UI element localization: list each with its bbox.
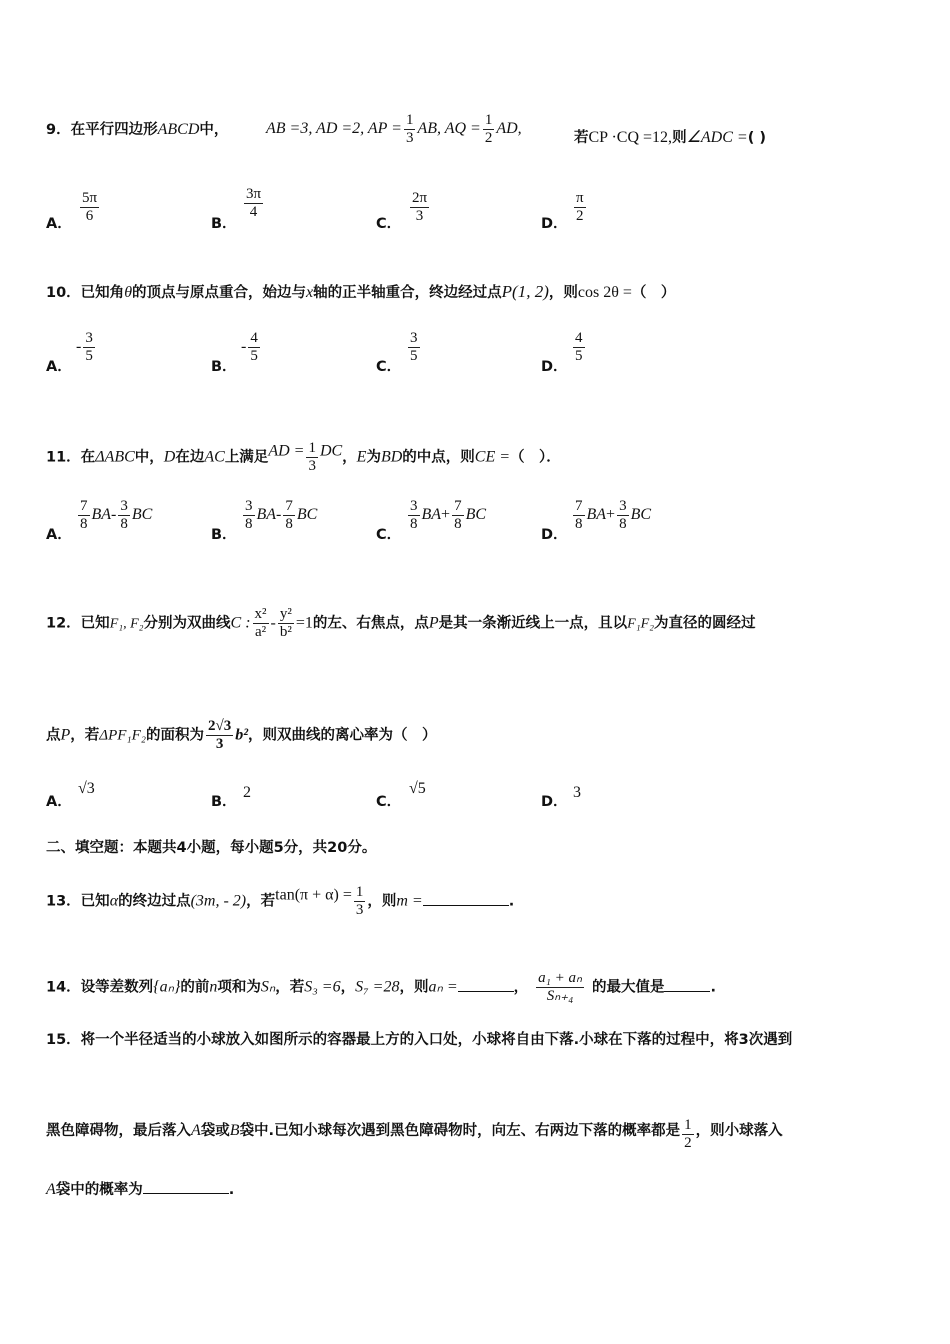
q15-stem-line2: 黑色障碍物，最后落入A袋或B袋中.已知小球每次遇到黑色障碍物时，向左、右两边下落的概率都是 $\frac{1}{2}$ ，则小球落入 xyxy=(46,1117,783,1151)
q12-option-b-value[interactable]: 2 xyxy=(243,784,251,801)
q11-option-c-value[interactable]: $\frac{3}{8}$ BA+ $\frac{7}{8}$ BC xyxy=(410,498,487,532)
q12-option-b-label[interactable]: B． xyxy=(211,794,237,810)
q13-stem: 13．已知α的终边过点(3m, - 2)，若tan(π + α) = $\frac{1}{3}$ ，则m = . xyxy=(46,884,515,918)
q12-stem-line1: 12．已知F₁, F₂分别为双曲线C : $\frac{\text{x²}}{\text{a²}}$ - $\frac{\text{y²}}{\text{b²}}$ =1的左、右焦点，点P是其一条渐近线上一点，且以F₁F₂为直径的圆经过 xyxy=(46,606,756,640)
q9-lead: 9．在平行四边形 xyxy=(46,122,158,138)
q10-option-d-label[interactable]: D． xyxy=(541,359,568,375)
q10-stem: 10．已知角θ的顶点与原点重合，始边与x轴的正半轴重合，终边经过点P(1, 2)，则cos 2θ =（ ） xyxy=(46,282,676,301)
q14-stem: 14．设等差数列{aₙ}的前n项和为Sₙ，若S₃ =6，S₇ =28，则aₙ = ， $\frac{\text{a₁ + aₙ}}{\text{Sₙ₊₄}}$ 的最大值是 . xyxy=(46,970,716,1004)
q11-option-d-label[interactable]: D． xyxy=(541,527,568,543)
q15-stem-line3: A袋中的概率为 . xyxy=(46,1181,235,1198)
q9-option-d-value[interactable]: $\frac{\pi}{2}$ xyxy=(576,190,584,224)
q9-option-b-value[interactable]: $\frac{3\pi}{4}$ xyxy=(246,186,262,220)
q11-option-b-label[interactable]: B． xyxy=(211,527,237,543)
q12-stem-line2: 点P，若ΔPF₁F₂的面积为 $\frac{2√3}{3}$ b²，则双曲线的离心率为（ ） xyxy=(46,718,437,752)
q14-answer-blank-1[interactable] xyxy=(458,991,514,992)
q10-option-c-label[interactable]: C． xyxy=(376,359,402,375)
q12-option-d-label[interactable]: D． xyxy=(541,794,568,810)
q9-shape: ABCD xyxy=(157,121,200,138)
q10-option-b-value[interactable]: - $\frac{4}{5}$ xyxy=(241,330,258,364)
q13-answer-blank[interactable] xyxy=(423,905,509,906)
q9-option-b-label[interactable]: B． xyxy=(211,216,237,232)
q11-option-a-label[interactable]: A． xyxy=(46,527,72,543)
q9-zhong: 中， xyxy=(199,122,229,138)
q9-option-a-value[interactable]: $\frac{5\pi}{6}$ xyxy=(82,190,98,224)
q9-stem xyxy=(46,120,228,140)
q15-answer-blank[interactable] xyxy=(143,1193,229,1194)
q12-option-a-label[interactable]: A． xyxy=(46,794,72,810)
q11-option-a-value[interactable]: $\frac{7}{8}$ BA- $\frac{3}{8}$ BC xyxy=(80,498,153,532)
q10-option-a-label[interactable]: A． xyxy=(46,359,72,375)
q12-option-d-value[interactable]: 3 xyxy=(573,784,581,801)
q12-option-c-value[interactable]: √5 xyxy=(409,780,426,797)
q14-answer-blank-2[interactable] xyxy=(664,991,710,992)
q11-option-c-label[interactable]: C． xyxy=(376,527,402,543)
q11-stem: 11．在ΔABC中，D在边AC上满足AD = $\frac{1}{3}$ DC，E为BD的中点，则CE =（ ）． xyxy=(46,440,561,474)
q10-option-b-label[interactable]: B． xyxy=(211,359,237,375)
q10-option-a-value[interactable]: - $\frac{3}{5}$ xyxy=(76,330,93,364)
q9-option-c-value[interactable]: $\frac{2\pi}{3}$ xyxy=(412,190,428,224)
q9-condition: 若CP ·CQ =12,则∠ADC =( ) xyxy=(574,129,767,146)
q15-stem-line1: 15．将一个半径适当的小球放入如图所示的容器最上方的入口处，小球将自由下落.小球在下落的过程中，将3次遇到 xyxy=(46,1032,793,1048)
q9-option-a-label[interactable]: A． xyxy=(46,216,72,232)
q12-option-a-value[interactable]: √3 xyxy=(78,780,95,797)
q10-option-c-value[interactable]: $\frac{3}{5}$ xyxy=(410,330,418,364)
q9-option-c-label[interactable]: C． xyxy=(376,216,402,232)
q9-given: AB =3, AD =2, AP = $\frac{1}{3}$ AB, AQ = $\frac{1}{2}$ AD, xyxy=(266,112,522,146)
q10-option-d-value[interactable]: $\frac{4}{5}$ xyxy=(575,330,583,364)
q12-option-c-label[interactable]: C． xyxy=(376,794,402,810)
q11-option-d-value[interactable]: $\frac{7}{8}$ BA+ $\frac{3}{8}$ BC xyxy=(575,498,652,532)
section-fill-in-title: 二、填空题：本题共4小题，每小题5分，共20分。 xyxy=(46,840,377,856)
q11-option-b-value[interactable]: $\frac{3}{8}$ BA- $\frac{7}{8}$ BC xyxy=(245,498,318,532)
q9-option-d-label[interactable]: D． xyxy=(541,216,568,232)
